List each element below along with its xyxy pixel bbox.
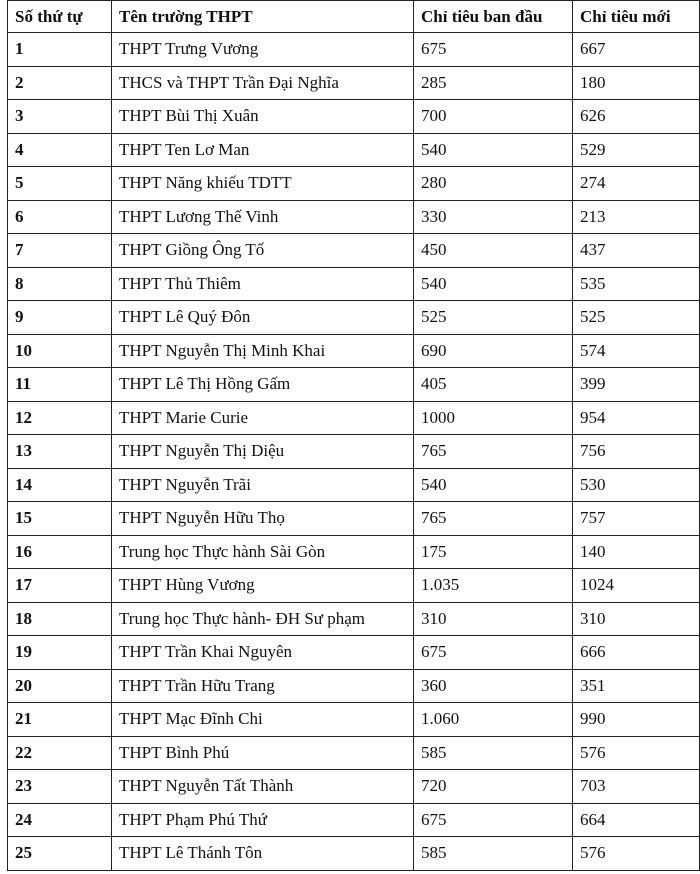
row-school-name: THPT Marie Curie — [112, 401, 414, 435]
row-school-name: THPT Nguyễn Trãi — [112, 468, 414, 502]
row-school-name: THPT Mạc Đĩnh Chi — [112, 703, 414, 737]
row-initial-quota: 405 — [414, 368, 573, 402]
table-row — [8, 167, 700, 201]
row-index: 16 — [8, 535, 112, 569]
row-initial-quota: 450 — [414, 234, 573, 268]
table-row — [8, 133, 700, 167]
row-school-name: THPT Nguyễn Thị Diệu — [112, 435, 414, 469]
row-index: 13 — [8, 435, 112, 469]
row-new-quota: 274 — [573, 167, 700, 201]
row-index: 10 — [8, 334, 112, 368]
table-row — [8, 569, 700, 603]
row-index: 18 — [8, 602, 112, 636]
row-new-quota: 626 — [573, 100, 700, 134]
row-new-quota: 990 — [573, 703, 700, 737]
row-initial-quota: 1.060 — [414, 703, 573, 737]
table-row — [8, 66, 700, 100]
row-new-quota: 140 — [573, 535, 700, 569]
row-school-name: THPT Nguyễn Thị Minh Khai — [112, 334, 414, 368]
row-new-quota: 666 — [573, 636, 700, 670]
row-initial-quota: 540 — [414, 267, 573, 301]
row-new-quota: 535 — [573, 267, 700, 301]
table-row — [8, 301, 700, 335]
row-index: 7 — [8, 234, 112, 268]
row-initial-quota: 675 — [414, 33, 573, 67]
row-index: 17 — [8, 569, 112, 603]
header-new-quota: Chỉ tiêu mới — [573, 1, 700, 33]
row-new-quota: 437 — [573, 234, 700, 268]
table-row — [8, 602, 700, 636]
row-index: 2 — [8, 66, 112, 100]
row-index: 9 — [8, 301, 112, 335]
row-index: 25 — [8, 837, 112, 871]
table-body — [8, 33, 700, 871]
row-index: 23 — [8, 770, 112, 804]
row-initial-quota: 690 — [414, 334, 573, 368]
table-row — [8, 703, 700, 737]
row-index: 19 — [8, 636, 112, 670]
row-new-quota: 310 — [573, 602, 700, 636]
row-new-quota: 180 — [573, 66, 700, 100]
row-index: 5 — [8, 167, 112, 201]
row-initial-quota: 675 — [414, 803, 573, 837]
row-school-name: THPT Bình Phú — [112, 736, 414, 770]
row-initial-quota: 310 — [414, 602, 573, 636]
school-quota-table — [7, 0, 700, 871]
table-row — [8, 267, 700, 301]
row-school-name: THCS và THPT Trần Đại Nghĩa — [112, 66, 414, 100]
table-header — [8, 1, 700, 33]
table-row — [8, 435, 700, 469]
row-index: 21 — [8, 703, 112, 737]
row-index: 3 — [8, 100, 112, 134]
row-initial-quota: 1000 — [414, 401, 573, 435]
table-row — [8, 669, 700, 703]
row-school-name: THPT Giồng Ông Tố — [112, 234, 414, 268]
row-new-quota: 574 — [573, 334, 700, 368]
row-initial-quota: 540 — [414, 468, 573, 502]
row-new-quota: 213 — [573, 200, 700, 234]
table-row — [8, 33, 700, 67]
row-school-name: THPT Phạm Phú Thứ — [112, 803, 414, 837]
row-index: 20 — [8, 669, 112, 703]
table-row — [8, 837, 700, 871]
table-row — [8, 368, 700, 402]
row-index: 8 — [8, 267, 112, 301]
row-new-quota: 757 — [573, 502, 700, 536]
table-row — [8, 535, 700, 569]
row-school-name: THPT Lê Thánh Tôn — [112, 837, 414, 871]
row-index: 24 — [8, 803, 112, 837]
row-school-name: THPT Trần Hữu Trang — [112, 669, 414, 703]
row-initial-quota: 765 — [414, 435, 573, 469]
table-row — [8, 468, 700, 502]
row-new-quota: 529 — [573, 133, 700, 167]
row-initial-quota: 700 — [414, 100, 573, 134]
header-row — [8, 1, 700, 33]
row-initial-quota: 720 — [414, 770, 573, 804]
table-row — [8, 200, 700, 234]
row-school-name: THPT Lê Quý Đôn — [112, 301, 414, 335]
row-school-name: THPT Nguyễn Tất Thành — [112, 770, 414, 804]
header-school-name: Tên trường THPT — [112, 1, 414, 33]
row-initial-quota: 765 — [414, 502, 573, 536]
row-new-quota: 954 — [573, 401, 700, 435]
table-row — [8, 334, 700, 368]
row-new-quota: 756 — [573, 435, 700, 469]
table-row — [8, 100, 700, 134]
row-new-quota: 576 — [573, 736, 700, 770]
row-initial-quota: 525 — [414, 301, 573, 335]
row-school-name: THPT Thủ Thiêm — [112, 267, 414, 301]
header-index: Số thứ tự — [8, 1, 112, 33]
row-index: 22 — [8, 736, 112, 770]
header-initial-quota: Chỉ tiêu ban đầu — [414, 1, 573, 33]
row-school-name: THPT Hùng Vương — [112, 569, 414, 603]
row-index: 4 — [8, 133, 112, 167]
row-initial-quota: 175 — [414, 535, 573, 569]
table-row — [8, 401, 700, 435]
row-initial-quota: 540 — [414, 133, 573, 167]
row-new-quota: 703 — [573, 770, 700, 804]
row-new-quota: 667 — [573, 33, 700, 67]
row-school-name: Trung học Thực hành Sài Gòn — [112, 535, 414, 569]
row-school-name: THPT Lê Thị Hồng Gấm — [112, 368, 414, 402]
row-index: 12 — [8, 401, 112, 435]
table-row — [8, 502, 700, 536]
row-initial-quota: 585 — [414, 837, 573, 871]
row-new-quota: 664 — [573, 803, 700, 837]
row-school-name: Trung học Thực hành- ĐH Sư phạm — [112, 602, 414, 636]
row-initial-quota: 585 — [414, 736, 573, 770]
row-new-quota: 399 — [573, 368, 700, 402]
row-initial-quota: 675 — [414, 636, 573, 670]
row-new-quota: 525 — [573, 301, 700, 335]
table-row — [8, 770, 700, 804]
row-index: 15 — [8, 502, 112, 536]
row-index: 1 — [8, 33, 112, 67]
table-row — [8, 636, 700, 670]
row-school-name: THPT Trưng Vương — [112, 33, 414, 67]
row-school-name: THPT Nguyễn Hữu Thọ — [112, 502, 414, 536]
row-index: 11 — [8, 368, 112, 402]
row-school-name: THPT Trần Khai Nguyên — [112, 636, 414, 670]
row-school-name: THPT Ten Lơ Man — [112, 133, 414, 167]
row-initial-quota: 360 — [414, 669, 573, 703]
row-index: 6 — [8, 200, 112, 234]
row-school-name: THPT Lương Thế Vinh — [112, 200, 414, 234]
row-school-name: THPT Bùi Thị Xuân — [112, 100, 414, 134]
row-new-quota: 351 — [573, 669, 700, 703]
table-row — [8, 736, 700, 770]
row-school-name: THPT Năng khiếu TDTT — [112, 167, 414, 201]
row-initial-quota: 280 — [414, 167, 573, 201]
row-new-quota: 1024 — [573, 569, 700, 603]
table-row — [8, 803, 700, 837]
row-new-quota: 576 — [573, 837, 700, 871]
row-new-quota: 530 — [573, 468, 700, 502]
table-row — [8, 234, 700, 268]
row-initial-quota: 330 — [414, 200, 573, 234]
row-initial-quota: 1.035 — [414, 569, 573, 603]
row-initial-quota: 285 — [414, 66, 573, 100]
row-index: 14 — [8, 468, 112, 502]
